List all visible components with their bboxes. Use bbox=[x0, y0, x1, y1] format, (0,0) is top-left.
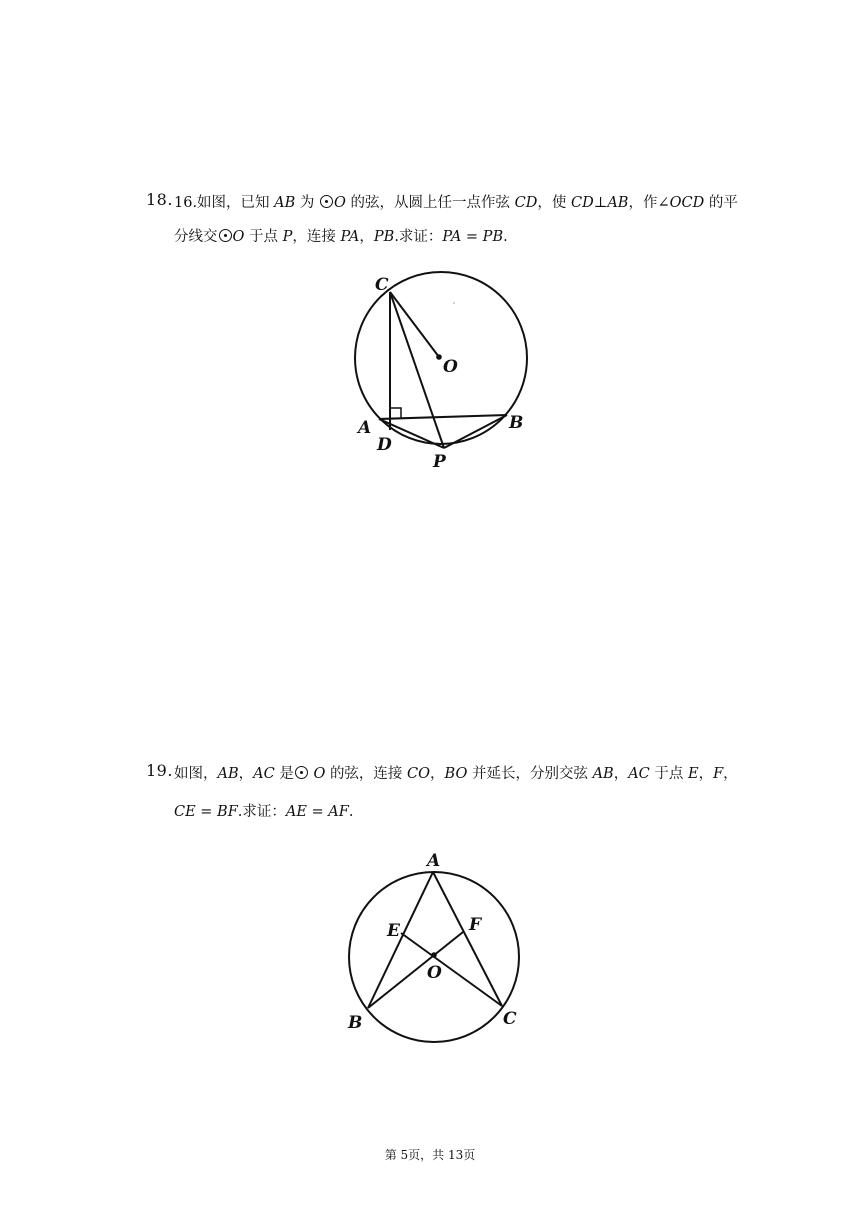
center-point-o bbox=[431, 952, 437, 958]
chord-ac bbox=[433, 872, 502, 1006]
problem-number: 18. bbox=[146, 190, 173, 209]
label-o: O bbox=[427, 963, 442, 983]
problem-text-line-1: 16.如图，已知 AB 为 O 的弦，从圆上任一点作弦 CD，使 CD⊥AB，作∠OCD 的平 bbox=[174, 195, 738, 211]
label-a: A bbox=[358, 418, 372, 438]
label-p: P bbox=[433, 452, 446, 472]
problem-number: 19. bbox=[146, 761, 173, 780]
label-b: B bbox=[509, 413, 524, 433]
problem-text-line-2: 分线交 O 于点 P，连接 PA，PB.求证：PA = PB. bbox=[174, 229, 508, 245]
right-angle-mark bbox=[390, 408, 401, 418]
segment-pb bbox=[444, 415, 507, 448]
chord-ab bbox=[379, 415, 507, 419]
page-footer: 第 5页，共 13页 bbox=[384, 1148, 476, 1162]
figure-circle-chords-ab-ac bbox=[340, 845, 530, 1045]
problem-text-line-1: 如图，AB，AC 是 O 的弦，连接 CO，BO 并延长，分别交弦 AB，AC 于点 E，F， bbox=[174, 766, 738, 782]
segment-co bbox=[390, 292, 439, 357]
circle-symbol-icon bbox=[219, 229, 232, 242]
circle-symbol-icon bbox=[295, 766, 308, 779]
label-f: F bbox=[469, 915, 482, 935]
problem-text-line-2: CE = BF.求证：AE = AF. bbox=[174, 804, 354, 820]
label-e: E bbox=[387, 921, 400, 941]
label-b: B bbox=[348, 1013, 363, 1033]
label-c: C bbox=[375, 275, 389, 295]
figure-circle-chord-cd bbox=[340, 270, 540, 475]
label-d: D bbox=[377, 435, 392, 455]
label-a: A bbox=[427, 851, 441, 871]
label-c: C bbox=[503, 1009, 517, 1029]
center-point-o bbox=[436, 354, 442, 360]
segment-cp bbox=[390, 292, 444, 448]
label-o: O bbox=[443, 357, 458, 377]
circle-symbol-icon bbox=[320, 195, 333, 208]
